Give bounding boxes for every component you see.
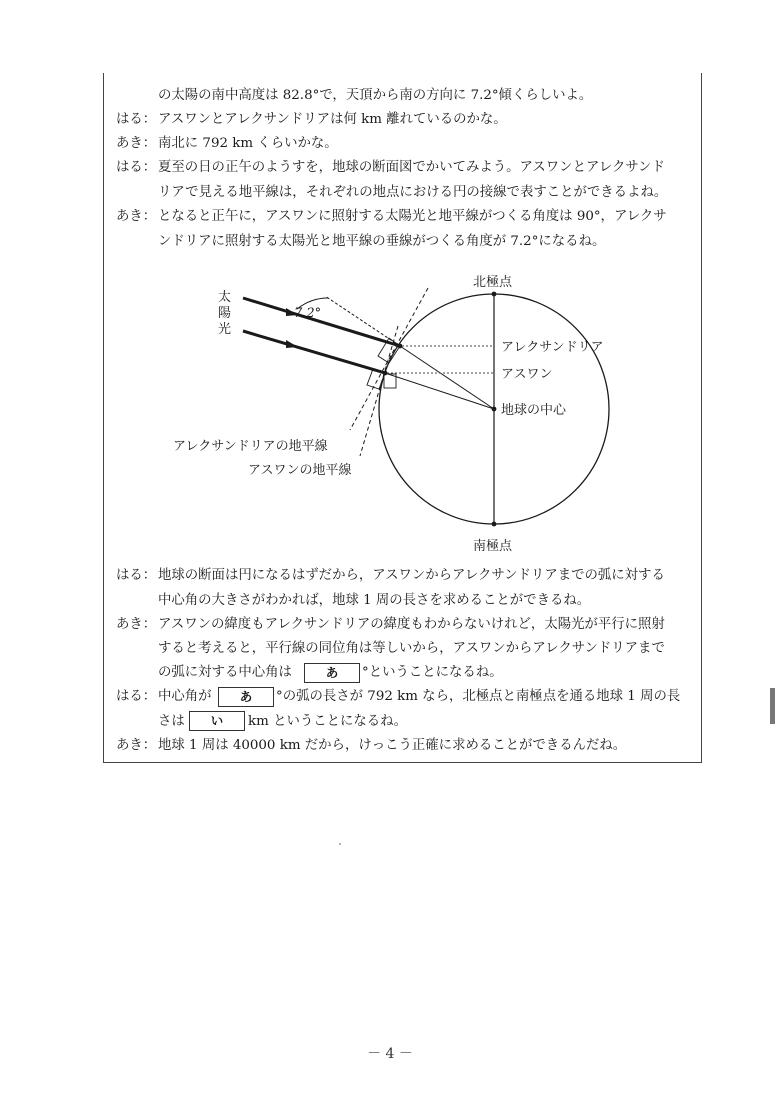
speaker-label: はる： (116, 160, 157, 175)
text-line: となると正午に，アスワンに照射する太陽光と地平線がつくる角度は 90°，アレクサ (158, 209, 667, 224)
alexandria-horizon-label: アレクサンドリアの地平線 (173, 439, 328, 454)
speaker-label: はる： (116, 689, 157, 704)
text-line: °ということになるね。 (362, 665, 503, 680)
angle-label: 7.2° (294, 306, 322, 321)
page-number: － 4 － (367, 1046, 413, 1062)
sun-ray-lower (243, 331, 385, 373)
answer-blank-a-2[interactable]: あ (218, 687, 274, 707)
south-pole-dot (492, 522, 497, 527)
sunlight-label-1: 太 (218, 290, 232, 305)
text-line: °の弧の長さが 792 km なら，北極点と南極点を通る地球 1 周の長 (276, 689, 681, 704)
text-line: 夏至の日の正午のようすを，地球の断面図でかいてみよう。アスワンとアレクサンド (158, 160, 665, 175)
text-line: ンドリアに照射する太陽光と地平線の垂線がつくる角度が 7.2°になるね。 (158, 234, 606, 249)
answer-blank-i[interactable]: い (189, 711, 245, 731)
south-pole-label: 南極点 (473, 539, 513, 554)
radius-alexandria (400, 346, 494, 409)
scan-speck (339, 843, 341, 845)
text-line: の弧に対する中心角は (158, 665, 292, 680)
aswan-label: アスワン (501, 367, 553, 382)
speaker-label: あき： (116, 617, 157, 632)
radius-aswan (385, 373, 494, 409)
speaker-label: あき： (116, 738, 157, 753)
speaker-label: はる： (116, 568, 157, 583)
text-line: km ということになるね。 (248, 714, 407, 729)
speaker-label: はる： (116, 112, 157, 127)
north-pole-label: 北極点 (473, 275, 513, 290)
text-line: アスワンとアレクサンドリアは何 km 離れているのかな。 (158, 112, 507, 127)
alexandria-horizon-line (350, 288, 428, 430)
text-line: リアで見える地平線は，それぞれの地点における円の接線で表すことができるよね。 (158, 185, 668, 200)
aswan-horizon-label: アスワンの地平線 (248, 463, 352, 478)
alexandria-label: アレクサンドリア (501, 340, 604, 355)
text-line: アスワンの緯度もアレクサンドリアの緯度もわからないけれど，太陽光が平行に照射 (158, 617, 665, 632)
speaker-label: あき： (116, 136, 157, 151)
text-line: 南北に 792 km くらいかな。 (158, 136, 338, 151)
text-line: すると考えると，平行線の同位角は等しいから，アスワンからアレクサンドリアまで (158, 641, 665, 656)
text-line: 地球 1 周は 40000 km だから，けっこう正確に求めることができるんだね。 (158, 738, 627, 753)
page-tab-mark (770, 688, 775, 724)
text-line: の太陽の南中高度は 82.8°で，天頂から南の方向に 7.2°傾くらしいよ。 (158, 88, 593, 103)
answer-blank-a[interactable]: あ (304, 663, 360, 683)
text-line: 地球の断面は円になるはずだから，アスワンからアレクサンドリアまでの弧に対する (158, 568, 665, 583)
sunlight-label-3: 光 (218, 322, 232, 337)
text-line: さは (158, 714, 185, 729)
speaker-label: あき： (116, 209, 157, 224)
north-pole-dot (492, 292, 497, 297)
center-label: 地球の中心 (501, 403, 567, 418)
sun-ray-lower-arrow (286, 340, 298, 348)
sunlight-label-2: 陽 (218, 306, 232, 321)
text-line: 中心角が (158, 689, 212, 704)
aswan-horizon-line (360, 326, 398, 456)
text-line: 中心角の大きさがわかれば，地球 1 周の長さを求めることができるね。 (158, 593, 591, 608)
right-angle-mark-aswan (367, 369, 385, 389)
